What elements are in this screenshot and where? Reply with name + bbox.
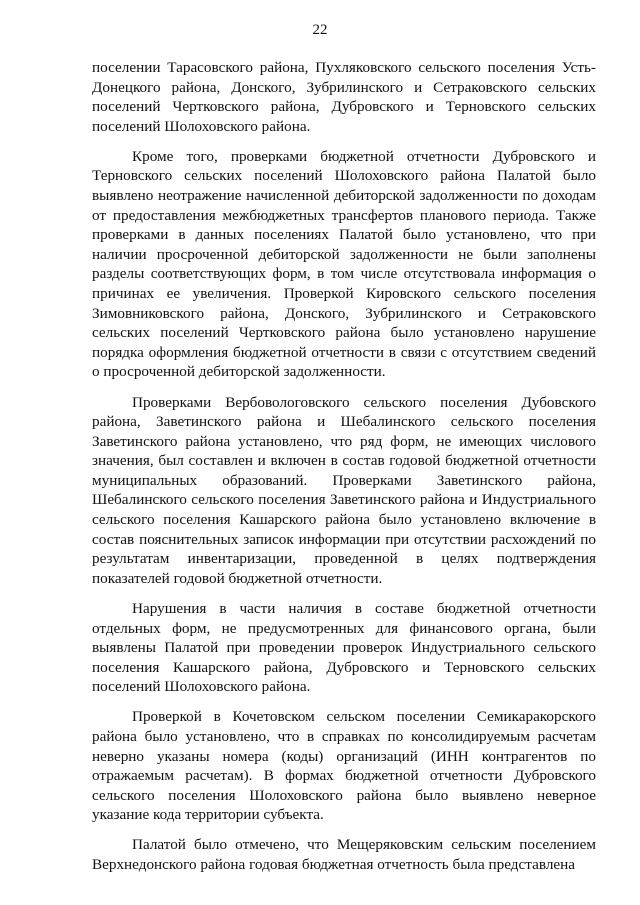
paragraph-4: Нарушения в части наличия в составе бюджетной отчетности отдельных форм, не предусмотренных для финансового органа, были выявлены Палатой при проведении проверок Индустриального сельского поселения Кашарского района, Дубровского и Терновского сельских поселений Шолоховского района. [92, 599, 596, 696]
paragraph-2: Кроме того, проверками бюджетной отчетности Дубровского и Терновского сельских поселений Шолоховского района Палатой было выявлено неотражение начисленной дебиторской задолженности по доходам от предоставления межбюджетных трансфертов планового периода. Также проверками в данных поселениях Палатой было установлено, что при наличии просроченной дебиторской задолженности не были заполнены разделы соответствующих форм, в том числе отсутствовала информация о причинах ее увеличения. Проверкой Кировского сельского поселения Зимовниковского района, Донского, Зубрилинского и Сетраковского сельских поселений Чертковского района было установлено нарушение порядка оформления бюджетной отчетности в связи с отсутствием сведений о просроченной дебиторской задолженности. [92, 147, 596, 381]
paragraph-6: Палатой было отмечено, что Мещеряковским сельским поселением Верхнедонского района годовая бюджетная отчетность была представлена [92, 836, 596, 874]
document-body [92, 58, 596, 885]
paragraph-3: Проверками Вербовологовского сельского поселения Дубовского района, Заветинского района и Шебалинского сельского поселения Заветинского района установлено, что ряд форм, не имеющих числового значения, был составлен и включен в состав годовой бюджетной отчетности муниципальных образований. Проверками Заветинского района, Шебалинского сельского поселения Заветинского района и Индустриального сельского поселения Кашарского района было установлено включение в состав пояснительных записок информации при отсутствии расхождений по результатам инвентаризации, проведенной в целях подтверждения показателей годовой бюджетной отчетности. [92, 393, 596, 587]
page-number: 22 [312, 22, 328, 38]
paragraph-1: поселении Тарасовского района, Пухляковского сельского поселения Усть-Донецкого района, Донского, Зубрилинского и Сетраковского сельских поселений Чертковского района, Дубровского и Терновского сельских поселений Шолоховского района. [92, 59, 596, 135]
paragraph-5: Проверкой в Кочетовском сельском поселении Семикаракорского района было установлено, что в справках по консолидируемым расчетам неверно указаны номера (коды) организаций (ИНН контрагентов по отражаемым расчетам). В формах бюджетной отчетности Дубровского сельского поселения Шолоховского района было выявлено неверное указание кода территории субъекта. [92, 708, 596, 824]
